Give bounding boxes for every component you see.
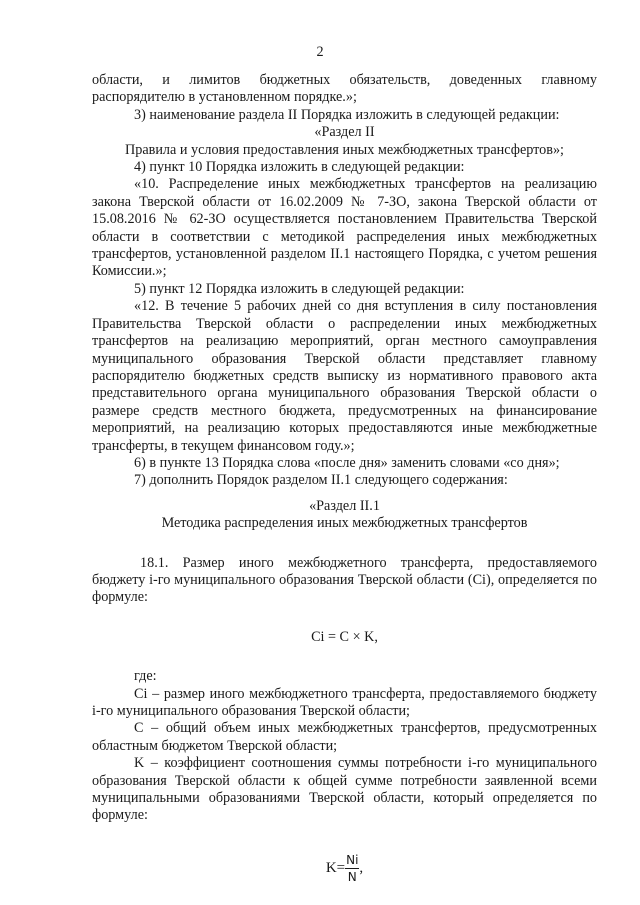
formula-k-denominator: N [347,869,357,884]
paragraph-def-k: K – коэффициент соотношения суммы потребности i-го муниципального образования Тверской области к общей сумме потребности заявленной всеми муниципальными образованиями Тверской области, который определяется по формуле: [92,755,597,824]
formula-k [92,853,597,884]
paragraph-item-6: 6) в пункте 13 Порядка слова «после дня» заменить словами «со дня»; [134,454,560,471]
paragraph-where: где: [134,668,157,685]
paragraph-def-c: C – общий объем иных межбюджетных трансфертов, предусмотренных областным бюджетом Тверской области; [92,720,597,754]
formula-ci: Ci = C × K, [311,628,378,645]
paragraph-point-12: «12. В течение 5 рабочих дней со дня вступления в силу постановления Правительства Тверской области о распределении иных межбюджетных трансфертов на реализацию мероприятий, орган местного самоуправления муниципального образования Тверской области представляет главному распорядителю бюджетных средств выписку из нормативного правового акта представительного органа муниципального образования Тверской области о размере средств местного бюджета, предусмотренных на финансирование мероприятий, на реализацию которых предоставляются иные межбюджетные трансферты, в текущем финансовом году.»; [92,298,597,454]
formula-k-numerator: Ni [346,852,359,867]
paragraph-item-5: 5) пункт 12 Порядка изложить в следующей редакции: [134,280,465,297]
page-number: 2 [316,44,324,60]
formula-k-trail: , [359,859,364,876]
paragraph-item-4: 4) пункт 10 Порядка изложить в следующей редакции: [134,159,465,176]
section-title-ii-1: Методика распределения иных межбюджетных трансфертов [161,515,528,532]
paragraph-item-7: 7) дополнить Порядок разделом II.1 следующего содержания: [134,472,508,489]
spacer [92,533,597,555]
section-heading-ii-1: «Раздел II.1 [309,497,380,514]
paragraph-item-3: 3) наименование раздела II Порядка изложить в следующей редакции: [134,106,560,123]
paragraph-def-ci: Ci – размер иного межбюджетного трансферта, предоставляемого бюджету i-го муниципального образования Тверской области; [92,685,597,719]
section-heading-ii: «Раздел II [314,124,375,141]
paragraph-point-10: «10. Распределение иных межбюджетных трансфертов на реализацию закона Тверской области от 16.02.2009 № 7-ЗО, закона Тверской области от 15.08.2016 № 62-ЗО осуществляется постановлением Правительства Тверской области в соответствии с методикой распределения иных межбюджетных трансфертов, установленной разделом II.1 настоящего Порядка, с учетом решения Комиссии.»; [92,176,597,280]
paragraph-point-18-1: 18.1. Размер иного межбюджетного трансферта, предоставляемого бюджету i-го муниципального образования Тверской области (Ci), определяется по формуле: [92,554,597,606]
formula-k-lhs: K= [325,859,346,876]
section-title-ii: Правила и условия предоставления иных межбюджетных трансфертов»; [124,141,564,158]
formula-k-fraction [345,853,359,884]
spacer [92,607,597,629]
spacer [92,825,597,853]
paragraph-continuation: области, и лимитов бюджетных обязательств, доведенных главному распорядителю в установленном порядке.»; [92,72,597,106]
document-body [92,72,597,884]
spacer [92,646,597,668]
spacer [92,490,597,498]
